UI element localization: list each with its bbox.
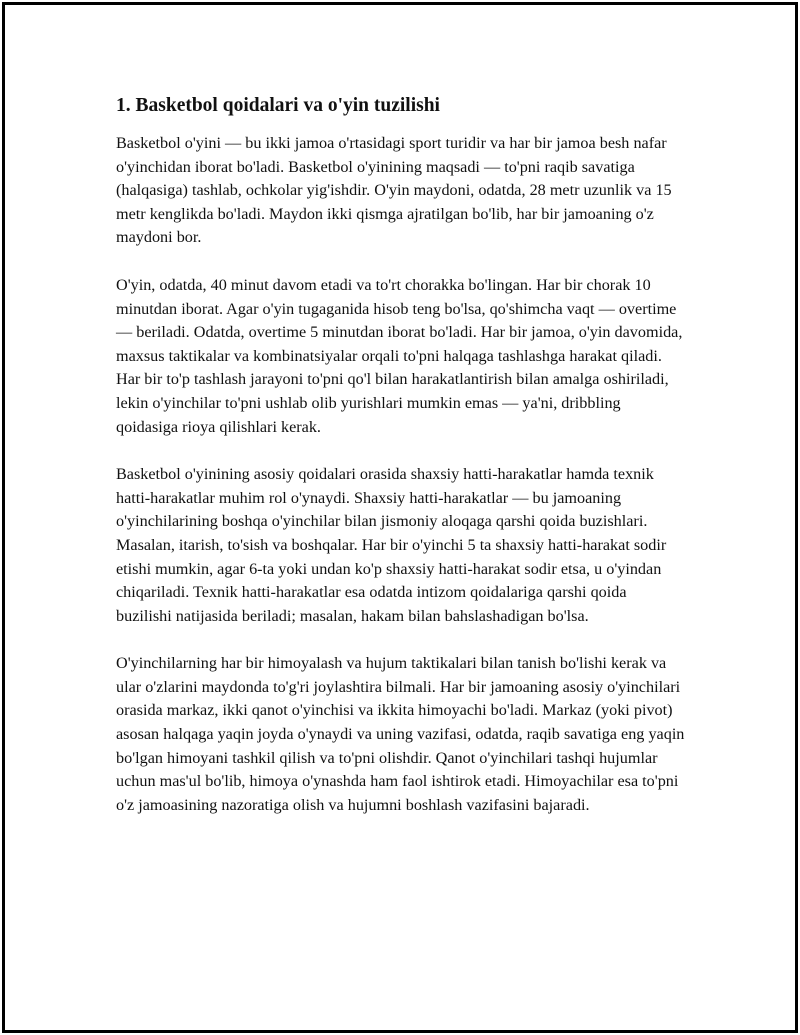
document-body	[116, 92, 686, 841]
paragraph-game-duration: O'yin, odatda, 40 minut davom etadi va to'rt chorakka bo'lingan. Har bir chorak 10 minutdan iborat. Agar o'yin tugaganida hisob teng bo'lsa, qo'shimcha vaqt — overtime — beriladi. Odatda, overtime 5 minutdan iborat bo'ladi. Har bir jamoa, o'yin davomida, maxsus taktikalar va kombinatsiyalar orqali to'pni halqaga tashlashga harakat qiladi. Har bir to'p tashlash jarayoni to'pni qo'l bilan harakatlantirish bilan amalga oshiriladi, lekin o'yinchilar to'pni ushlab olib yurishlari mumkin emas — ya'ni, dribbling qoidasiga rioya qilishlari kerak.	[116, 275, 683, 436]
paragraph-positions: O'yinchilarning har bir himoyalash va hujum taktikalari bilan tanish bo'lishi kerak va ular o'zlarini maydonda to'g'ri joylashtira bilmali. Har bir jamoaning asosiy o'yinchilari orasida markaz, ikki qanot o'yinchisi va ikkita himoyachi bo'ladi. Markaz (yoki pivot) asosan halqaga yaqin joyda o'ynaydi va uning vazifasi, odatda, raqib savatiga eng yaqin bo'lgan himoyani tashkil qilish va to'pni olishdir. Qanot o'yinchilari tashqi hujumlar uchun mas'ul bo'lib, himoya o'ynashda ham faol ishtirok etadi. Himoyachilar esa to'pni o'z jamoasining nazoratiga olish va hujumni boshlash vazifasini bajaradi.	[116, 654, 685, 814]
paragraph-intro: Basketbol o'yini — bu ikki jamoa o'rtasidagi sport turidir va har bir jamoa besh nafar o'yinchidan iborat bo'ladi. Basketbol o'yinining maqsadi — to'pni raqib savatiga (halqasiga) tashlab, ochkolar yig'ishdir. O'yin maydoni, odatda, 28 metr uzunlik va 15 metr kenglikda bo'ladi. Maydon ikki qismga ajratilgan bo'lib, har bir jamoaning o'z maydoni bor.	[116, 134, 672, 247]
paragraph-fouls: Basketbol o'yinining asosiy qoidalari orasida shaxsiy hatti-harakatlar hamda texnik hatti-harakatlar muhim rol o'ynaydi. Shaxsiy hatti-harakatlar — bu jamoaning o'yinchilarining boshqa o'yinchilar bilan jismoniy aloqaga qarshi qoida buzishlari. Masalan, itarish, to'sish va boshqalar. Har bir o'yinchi 5 ta shaxsiy hatti-harakat sodir etishi mumkin, agar 6-ta yoki undan ko'p shaxsiy hatti-harakat sodir etsa, u o'yindan chiqariladi. Texnik hatti-harakatlar esa odatda intizom qoidalariga qarshi qoida buzilishi natijasida beriladi; masalan, hakam bilan bahslashadigan bo'lsa.	[116, 465, 667, 625]
section-heading: 1. Basketbol qoidalari va o'yin tuzilishi	[116, 95, 440, 116]
